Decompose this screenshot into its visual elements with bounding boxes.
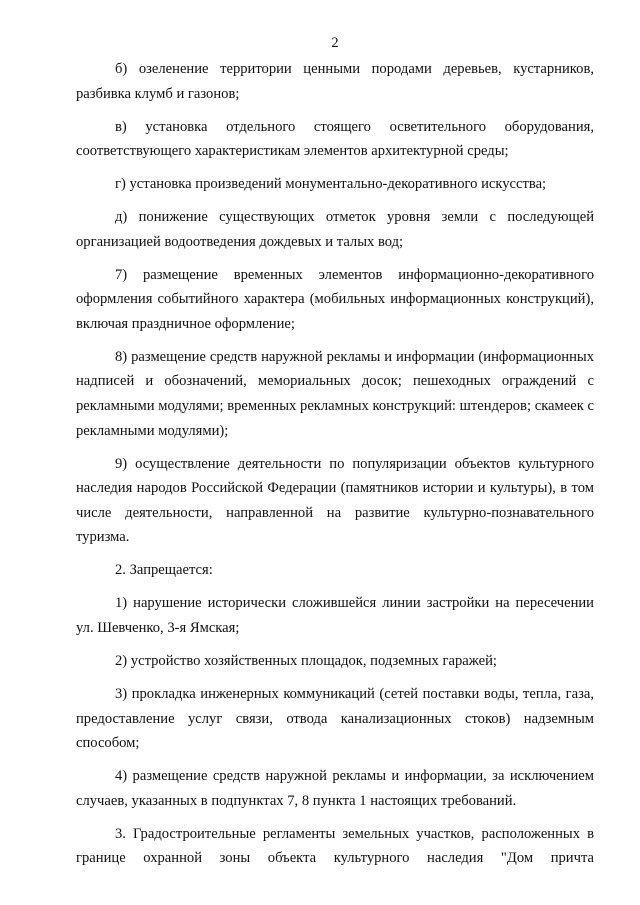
paragraph-d-ground-level: д) понижение существующих отметок уровня земли с последующей организацией водоотведения дождевых и талых вод; [76,209,594,250]
document-page [76,34,594,879]
prohibition-4-advertising: 4) размещение средств наружной рекламы и информации, за исключением случаев, указанных в подпунктах 7, 8 пункта 1 настоящих требований. [76,768,594,809]
prohibition-2-utility-areas: 2) устройство хозяйственных площадок, подземных гаражей; [115,652,497,669]
paragraph-v-lighting: в) установка отдельного стоящего осветительного оборудования, соответствующего характеристикам элементов архитектурной среды; [76,118,594,160]
paragraph-9-popularization: 9) осуществление деятельности по популяризации объектов культурного наследия народов Российской Федерации (памятников истории и культуры), в том числе деятельности, направленной на развитие культурно-познавательного туризма. [76,455,594,546]
page-number: 2 [331,35,339,51]
paragraph-7-temporary-elements: 7) размещение временных элементов информационно-декоративного оформления событийного характера (мобильных информационных конструкций), включая праздничное оформление; [76,266,594,332]
prohibition-1-building-line: 1) нарушение исторически сложившейся линии застройки на пересечении ул. Шевченко, 3-я Ямская; [76,595,594,636]
paragraph-b-greening: б) озеленение территории ценными породами деревьев, кустарников, разбивка клумб и газонов; [76,61,594,102]
section-3-urban-regulations: 3. Градостроительные регламенты земельных участков, расположенных в границе охранной зоны объекта культурного наследия "Дом причта [76,825,594,867]
paragraph-8-outdoor-advertising: 8) размещение средств наружной рекламы и информации (информационных надписей и обозначений, мемориальных досок; пешеходных ограждений с рекламными модулями; временных рекламных конструкций: штендеров; скамеек с рекламными модулями); [76,348,594,439]
prohibition-3-engineering-networks: 3) прокладка инженерных коммуникаций (сетей поставки воды, тепла, газа, предоставление услуг связи, отвода канализационных стоков) надземным способом; [76,685,594,752]
section-2-heading: 2. Запрещается: [115,562,213,579]
paragraph-g-monumental-art: г) установка произведений монументально-декоративного искусства; [115,176,547,193]
